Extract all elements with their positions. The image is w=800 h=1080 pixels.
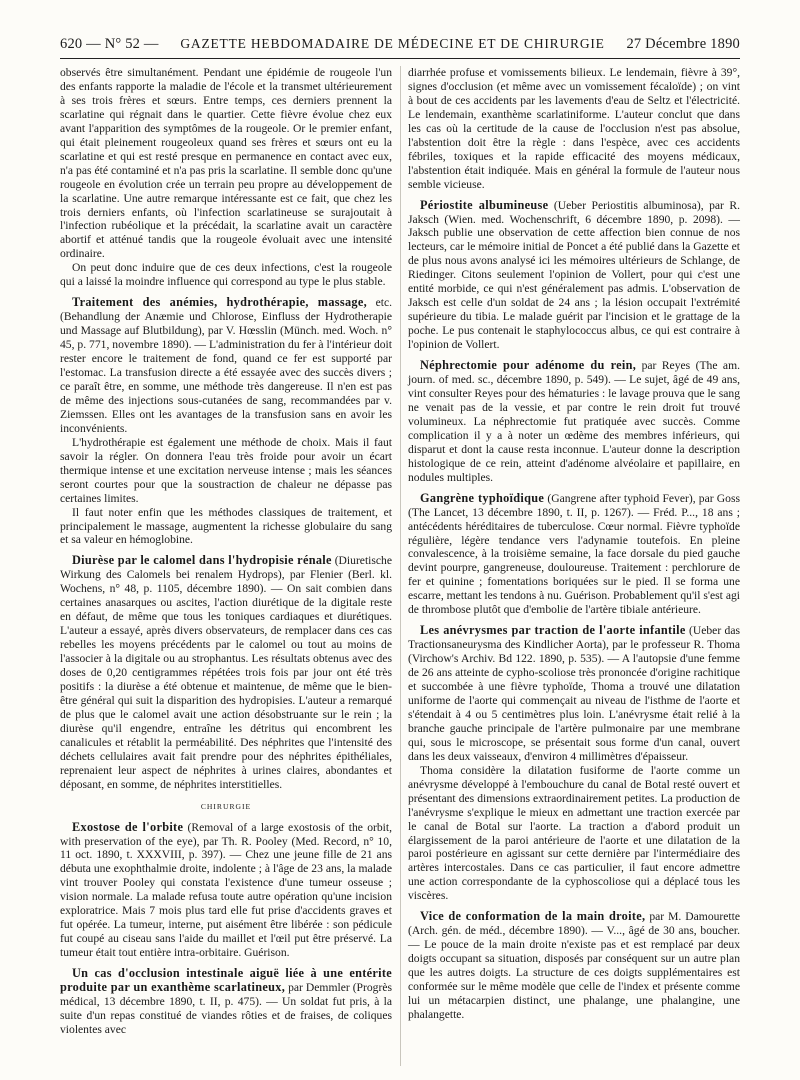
page-header: [60, 36, 740, 53]
paragraph: Il faut noter enfin que les méthodes classiques de traitement, et principalement le massage, augmentent la richesse globulaire du sang et sa valeur en hémoglobine.: [60, 505, 392, 547]
article-title: Exostose de l'orbite: [72, 819, 184, 834]
issue-date: 27 Décembre 1890: [626, 36, 740, 52]
article-title: Traitement des anémies, hydrothérapie, massage,: [72, 295, 367, 310]
article-diurese: [60, 554, 392, 791]
paragraph: L'hydrothérapie est également une méthode de choix. Mais il faut savoir la régler. On donnera l'eau très froide pour avoir un écart thermique intense et une excitation nerveuse intense ; mais les séances seront courtes pour que la soustraction de chaleur ne dépasse pas certaines limites.: [60, 435, 392, 505]
article-reference: par Demmler (Progrès médical, 13 décembre 1890, t. II, p. 475). — Un soldat fut pris, à la suite d'un repas constitué de viandes rôties et de fraises, de coliques violentes avec: [60, 981, 392, 1036]
article-title: Diurèse par le calomel dans l'hydropisie rénale: [72, 553, 332, 568]
article-title: Gangrène typhoïdique: [420, 490, 545, 505]
article-continuation: [408, 66, 740, 192]
left-column: [60, 66, 392, 1037]
article-reference: (Gangrene after typhoid Fever), par Goss (The Lancet, 13 décembre 1890, t. II, p. 1267). — Fréd. P..., 18 ans ; antécédents héréditaires de tuberculose. Cœur normal. Fièvre typhoïde régulière, légère tendance vers l'adynamie toutefois. En pleine convalescence, à la troisième semaine, la face dorsale du pied gauche devint pourpre, gangreneuse, douloureuse. Traitement : perchlorure de fer et quinine ; fomentations boriquées sur le pied. Il se forma une escarre, mettant les tendons à nu. Guérison. Probablement qu'il s'est agi de thrombose plutôt que d'embolie de l'artère tibiale antérieure.: [408, 491, 740, 617]
article-anemies: [60, 296, 392, 547]
column-divider: [400, 66, 401, 1066]
article-occlusion: [60, 967, 392, 1037]
article-title: Néphrectomie pour adénome du rein,: [420, 358, 637, 373]
article-exostose: [60, 821, 392, 961]
article-title: Vice de conformation de la main droite,: [420, 909, 646, 924]
article-reference: (Removal of a large exostosis of the orbit, with preservation of the eye), par Th. R. Pooley (Med. Record, n° 10, 11 oct. 1890, t. XXXVIII, p. 397). — Chez une jeune fille de 21 ans débuta une exophthalmie droite, indolente ; à l'âge de 23 ans, la malade vint trouver Pooley qui constata l'existence d'une tumeur osseuse ; vision normale. La malade refusa toute autre opération qu'une incision exploratrice. Mais 7 mois plus tard elle fut prise d'accidents graves et fut opérée. La tumeur, interne, put aisément être libérée : son pédicule fut coupé au ciseau sans l'aide du maillet et l'œil put être préservé. La tumeur était tout entière intra-orbitaire. Guérison.: [60, 820, 392, 960]
article-anevrysmes: [408, 624, 740, 903]
article-main-droite: [408, 910, 740, 1022]
article-gangrene: [408, 492, 740, 618]
article-reference: (Ueber das Tractionsaneurysma des Kindlicher Aorta), par le professeur R. Thoma (Virchow's Archiv. Bd 122. 1890, p. 535). — A l'autopsie d'une femme de 26 ans atteinte de cypho-scoliose très prononcée d'origine rachitique et succombée à une fièvre typhoïde, Thoma a trouvé une dilatation uniforme de l'aorte qui commençait au niveau de l'isthme de l'aorte et s'étendait à 4 ou 5 centimètres plus loin. L'anévrysme était relié à la branche gauche principale de l'artère pulmonaire par une membrane qui, sous le microscope, se présentait sous forme d'un canal, ouvert dans les deux vaisseaux, d'environ 4 millimètres d'épaisseur.: [408, 624, 740, 763]
section-heading: CHIRURGIE: [200, 801, 252, 811]
paragraph: diarrhée profuse et vomissements bilieux. Le lendemain, fièvre à 39°, signes d'occlusion (et même avec un vomissement fécaloïde) ; on vint à bout de ces accidents par les lavements d'eau de Seltz et l'électricité. Le lendemain, exanthème scarlatiniforme. L'auteur conclut que dans les cas où la certitude de la cause de l'occlusion n'est pas absolue, l'abstention doit être la règle : dans l'espèce, avec ces accidents fébriles, toxiques et la rapide efficacité des moyens médicaux, l'abstention était indiquée. Mais en général la formule de l'auteur nous semble vicieuse.: [408, 66, 740, 191]
article-reference: etc. (Behandlung der Anæmie und Chlorose, Einfluss der Hydrotherapie und Massage auf Blutbildung), par V. Hœsslin (Münch. med. Woch. n° 45, p. 771, novembre 1890). — L'administration du fer à l'intérieur doit rester encore le traitement de fond, quand ce fer est supporté par l'estomac. La transfusion directe a été essayée avec des succès divers ; ce paraît être, en somme, une méthode très dangereuse. Il n'en est pas de même des injections sous-cutanées de sang, recommandées par v. Ziemssen. Elles ont les avantages de la transfusion sans en avoir les inconvénients.: [60, 296, 392, 435]
article-reference: (Diuretische Wirkung des Calomels bei renalem Hydrops), par Flenier (Berl. kl. Wochens, n° 48, p. 1105, décembre 1890). — On sait combien dans certaines anasarques ou ascites, l'action diurétique de la digitale reste en défaut, de même que tous les toniques cardiaques et diurétiques. L'auteur a essayé, après divers observateurs, de remplacer dans ces cas rebelles les moyens précédents par le calomel ou tout au moins de l'associer à la digitale ou au strophantus. Les résultats obtenus avec des doses de 0,20 centigrammes répétées trois fois par jour ont été très positifs : la diurèse a été obtenue et maintenue, de même que le bien-être général qui suit la disparition des hydropisies. L'auteur a remarqué de plus que le calomel avait une action désobstruante sur le rein ; la diurèse qu'il engendre, entraîne les détritus qui encombrent les canalicules et rétablit la perméabilité. Des néphrites que l'intensité des déchets cellulaires avait fait prendre pour des néphrites épithéliales, reprenaient leur aspect de néphrites à urines claires, abondantes et déposant, en somme, de néphrites interstitielles.: [60, 554, 392, 791]
paragraph: Thoma considère la dilatation fusiforme de l'aorte comme un anévrysme développé à l'embouchure du canal de Botal resté ouvert et présentant des dimensions extraordinairement petites. La production de l'anévrysme s'explique le mieux en admettant une traction exercée par le canal de Botal sur l'aorte. La traction a d'abord produit un élargissement de la paroi antérieure de l'aorte et une dilatation de la paroi postérieure en agissant sur cette dernière par l'intermédiaire des artères intercostales. Dans ce cas particulier, il faut encore admettre une action correspondante de la cyphoscoliose qui a déplacé tous les viscères.: [408, 763, 740, 903]
article-reference: par Reyes (The am. journ. of med. sc., décembre 1890, p. 549). — Le sujet, âgé de 49 ans, vint consulter Reyes pour des hématuries : le lavage prouva que le sang ne venait pas de la vessie, et par contre le rein droit fut trouvé volumineux. La néphrectomie fut pratiquée avec succès. Comme complication il y a à noter un œdème des membres inférieurs, qui disparut et dont la cause resta inconnue. L'auteur donne la description histologique de ce rein, atteint d'adénome alvéolaire et papillaire, en nodules multiples.: [408, 359, 740, 484]
paragraph: observés être simultanément. Pendant une épidémie de rougeole l'un des enfants rapporte la maladie de l'école et la transmet ultérieurement à ses trois frères et sœurs. Entre temps, ces derniers prennent la scarlatine qui régnait dans le quartier. Cette fièvre évolue chez eux avant l'apparition des symptômes de la rougeole. Or le premier enfant, qui était pleinement rougeoleux quand ses frères et sœurs ont eu la scarlatine et qui est resté presque en permanence en contact avec eux, n'a pas été contaminé et n'a pas pris la scarlatine. Il semble donc qu'une rougeole en évolution crée un terrain peu propre au développement de la scarlatine. Une autre remarque intéressante est ce fait, que chez les trois derniers enfants, où l'infection scarlatineuse se surajoutait à l'infection rubéolique et la précédait, la scarlatine avait un caractère abortif et atténué tandis que la rougeole évoluait avec une intensité ordinaire.: [60, 66, 392, 261]
right-column: [408, 66, 740, 1022]
journal-title: GAZETTE HEBDOMADAIRE DE MÉDECINE ET DE CHIRURGIE: [180, 36, 605, 51]
article-title: Un cas d'occlusion intestinale aiguë liée à une entérite produite par un exanthème scarlatineux,: [60, 966, 392, 995]
article-reference: par M. Damourette (Arch. gén. de méd., décembre 1890). — V..., âgé de 30 ans, boucher. — Le pouce de la main droite n'existe pas et est remplacé par deux doigts occupant sa situation, disposés par conséquent sur un autre plan que les autres doigts. La structure de ces doigts supplémentaires est conformée sur le même modèle que celle de l'index et présente comme lui un métacarpien distinct, une phalange, une phalangine, une phalangette.: [408, 910, 741, 1021]
article-title: Les anévrysmes par traction de l'aorte infantile: [420, 623, 686, 638]
article-title: Périostite albumineuse: [420, 197, 549, 212]
article-periostite: [408, 199, 740, 352]
article-nephrectomie: [408, 359, 740, 485]
page-number: 620 — N° 52 —: [60, 36, 159, 52]
article-continuation: [60, 66, 392, 289]
paragraph: On peut donc induire que de ces deux infections, c'est la rougeole qui a laissé la moindre influence qui correspond au type le plus stable.: [60, 261, 392, 289]
header-rule: [60, 58, 740, 59]
article-reference: (Ueber Periostitis albuminosa), par R. Jaksch (Wien. med. Wochenschrift, 6 décembre 1890, p. 2098). — Jaksch publie une observation de cette affection bien connue de nos lecteurs, car le mémoire initial de Poncet a été publié dans la Gazette et de plus nous avons analysé ici les mémoires ultérieurs de Schlange, de Riedinger. Citons seulement l'opinion de Vollert, pour qui c'est une entité morbide, ce qui n'est généralement pas admis. L'observation de Jaksch est celle d'un soldat de 24 ans ; la lésion occupait l'extrémité supérieure du tibia. Le malade guérit par l'incision et le grattage de la poche. Le pus contenait le staphylococcus albus, ce qui est contraire à l'opinion de Vollert.: [408, 198, 740, 352]
